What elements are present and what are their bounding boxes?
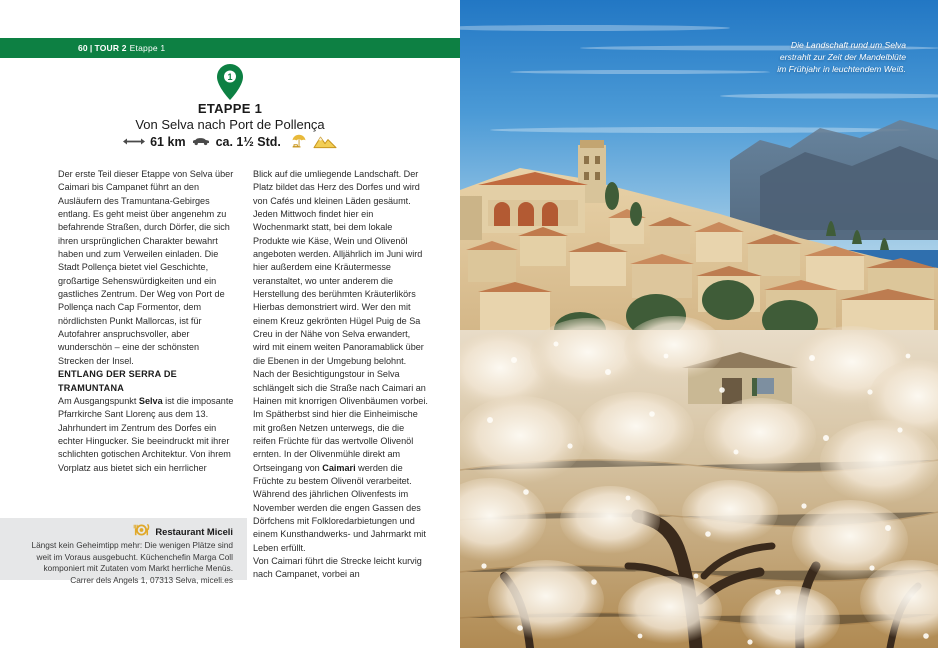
text-page bbox=[0, 0, 460, 648]
car-icon bbox=[191, 137, 211, 146]
text-run: werden die Früchte zu bestem Olivenöl verarbeitet. Während des jährlichen Olivenfests im November werden die engen Gassen des Dörfchens mit Folkloredarbietungen und einem Kunsthandwerks- und Jahrmarkt mit Leben erfüllt. bbox=[253, 462, 426, 553]
landscape-photograph bbox=[460, 0, 938, 648]
text-run: Am Ausgangspunkt bbox=[58, 395, 139, 406]
stage-meta-row bbox=[0, 134, 460, 149]
text-run: ist die imposante Pfarrkirche Sant Llorenç aus dem 13. Jahrhundert im Zentrum des Dorfes ein echter Hingucker. Sie beeindruckt mit ihrer schlichten gotischen Architektur. Von ihrem Vorplatz aus bietet sich ein herrlicher bbox=[58, 395, 234, 473]
mountains-icon bbox=[313, 135, 337, 149]
map-pin-icon bbox=[217, 64, 243, 100]
page-number: 60 bbox=[78, 43, 88, 53]
stage-subtitle: Von Selva nach Port de Pollença bbox=[135, 117, 325, 132]
restaurant-info-header bbox=[133, 524, 233, 538]
stage-duration: ca. 1½ Std. bbox=[215, 134, 281, 149]
svg-text:1: 1 bbox=[227, 72, 233, 82]
photo-page bbox=[460, 0, 938, 648]
beach-parasol-icon bbox=[290, 134, 308, 149]
photo-caption bbox=[676, 40, 906, 75]
running-header-bar bbox=[0, 38, 460, 58]
paragraph: Von Caimari führt die Strecke leicht kurvig nach Campanet, vorbei an bbox=[253, 555, 422, 580]
restaurant-name: Restaurant Miceli bbox=[155, 525, 233, 537]
restaurant-description bbox=[23, 540, 233, 586]
caption-line: Die Landschaft rund um Selva bbox=[790, 40, 906, 50]
text-run: Nach der Besichtigungstour in Selva schlängelt sich die Straße nach Caimari an Hainen mit knorrigen Olivenbäumen vorbei. Im Spätherbst sind hier die Einheimische mit großen Netzen unterwegs, die die reifen Früchte für das wertvolle Olivenöl ernten. In der Olivenmühle direkt am Ortseingang von bbox=[253, 369, 428, 473]
restaurant-cutlery-icon bbox=[133, 524, 150, 538]
stage-distance: 61 km bbox=[150, 134, 186, 149]
body-column-right bbox=[253, 168, 429, 582]
place-name-caimari: Caimari bbox=[322, 462, 356, 473]
paragraph bbox=[253, 368, 429, 555]
header-separator: | bbox=[89, 43, 93, 53]
info-line: komponiert mit Zutaten vom Markt herrliche Menüs. bbox=[43, 563, 233, 574]
header-section-label: Etappe 1 bbox=[129, 43, 166, 53]
stage-marker bbox=[0, 64, 460, 105]
running-header-text bbox=[78, 38, 165, 58]
paragraph: Der erste Teil dieser Etappe von Selva über Caimari bis Campanet führt an den Ausläufern des Tramuntana-Gebirges entlang. Es geht meist über angenehm zu befahrende Straßen, durch Dörfer, die sich ihren ursprünglichen Charakter bewahrt haben und zum Verweilen einladen. Die Stadt Pollença bietet viel Geschichte, großartige Sehenswürdigkeiten und ein gastliches Zentrum. Der Weg von Port de Pollença nach Cap Formentor, dem nördlichsten Punkt Mallorcas, ist für Autofahrer anspruchsvoller, aber wunderschön – eine der schönsten Strecken der Insel. bbox=[58, 169, 234, 366]
restaurant-info-box bbox=[0, 518, 247, 585]
paragraph: Blick auf die umliegende Landschaft. Der Platz bildet das Herz des Dorfes und wird von Cafés und kleinen Läden gesäumt. Jeden Mittwoch findet hier ein Wochenmarkt statt, bei dem lokale Produkte wie Käse, Wein und Olivenöl angeboten werden. Alljährlich im Juni wird hier außerdem eine Kräutermesse veranstaltet, wo unter anderem die Herstellung des berühmten Kräuterlikörs Hierbas demonstriert wird. Wer den mit einem Kreuz gekrönten Hügel Puig de Sa Creu in der Nähe von Selva erwandert, wird mit einem weiten Panoramablick über die Ebenen in der Umgebung belohnt. bbox=[253, 169, 424, 366]
caption-line: erstrahlt zur Zeit der Mandelblüte bbox=[779, 51, 906, 62]
stage-title: ETAPPE 1 bbox=[197, 101, 263, 116]
paragraph bbox=[58, 395, 234, 475]
caption-line: im Frühjahr in leuchtendem Weiß. bbox=[777, 63, 906, 74]
info-line: weit im Voraus ausgebucht. Küchenchefin Marga Coll bbox=[36, 551, 233, 562]
restaurant-address: Carrer dels Angels 1, 07313 Selva, miceli.es bbox=[70, 574, 233, 585]
info-line: Längst kein Geheimtipp mehr: Die wenigen Plätze sind bbox=[31, 540, 233, 550]
header-tour-label: TOUR 2 bbox=[94, 43, 127, 53]
distance-arrow-icon bbox=[123, 137, 145, 146]
body-column-left bbox=[58, 168, 234, 475]
section-subheading: ENTLANG DER SERRA DE TRAMUNTANA bbox=[58, 369, 177, 393]
place-name-selva: Selva bbox=[138, 395, 163, 406]
